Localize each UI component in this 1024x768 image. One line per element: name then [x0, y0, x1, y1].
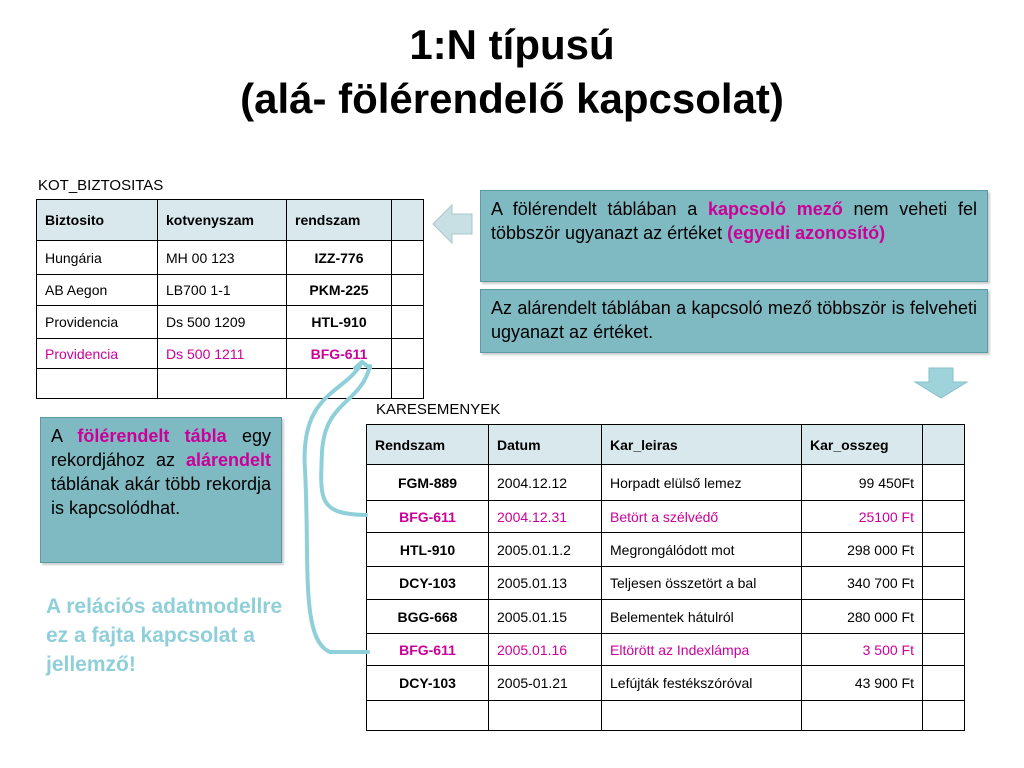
table-cell: BFG-611 — [287, 339, 392, 369]
table-cell: Megrongálódott mot — [602, 533, 802, 567]
column-header: Datum — [489, 425, 602, 465]
title-line-2: (alá- fölérendelő kapcsolat) — [240, 75, 784, 122]
table-cell: 340 700 Ft — [802, 567, 923, 600]
table-cell: Betört a szélvédő — [602, 501, 802, 533]
table-cell: 25100 Ft — [802, 501, 923, 533]
kot-table-label: KOT_BIZTOSITAS — [38, 177, 164, 194]
table-cell: DCY-103 — [367, 666, 489, 701]
box-text: Az alárendelt táblában a kapcsoló mező többször is felveheti ugyanazt az értéket. — [491, 298, 977, 342]
table-cell: Providencia — [37, 339, 158, 369]
box-text: táblának akár több rekordja is kapcsolódhat. — [51, 474, 271, 518]
box-highlight: alárendelt — [185, 450, 271, 470]
table-cell: 280 000 Ft — [802, 600, 923, 634]
title-line-1: 1:N típusú — [409, 21, 615, 68]
table-cell: Providencia — [37, 306, 158, 339]
table-cell: HTL-910 — [287, 306, 392, 339]
column-header: kotvenyszam — [158, 200, 287, 241]
table-cell: 2004.12.12 — [489, 465, 602, 501]
table-cell: Ds 500 1211 — [158, 339, 287, 369]
table-cell: LB700 1-1 — [158, 275, 287, 306]
box-text: A — [51, 426, 63, 446]
box-highlight: fölérendelt tábla — [77, 426, 227, 446]
column-header: rendszam — [287, 200, 392, 241]
relational-note: A relációs adatmodellre ez a fajta kapcsolat a jellemző! — [46, 595, 283, 676]
table-cell: Teljesen összetört a bal — [602, 567, 802, 600]
table-cell: Hungária — [37, 241, 158, 275]
table-cell: FGM-889 — [367, 465, 489, 501]
table-cell: BFG-611 — [367, 501, 489, 533]
column-header: Kar_osszeg — [802, 425, 923, 465]
box-text: A fölérendelt táblában a — [491, 199, 698, 219]
table-cell: PKM-225 — [287, 275, 392, 306]
column-header: Kar_leiras — [602, 425, 802, 465]
table-cell: 2005.01.15 — [489, 600, 602, 634]
table-cell: BGG-668 — [367, 600, 489, 634]
box-text: egy rekordjához az — [51, 426, 271, 470]
table-cell: 298 000 Ft — [802, 533, 923, 567]
table-cell: MH 00 123 — [158, 241, 287, 275]
table-cell: AB Aegon — [37, 275, 158, 306]
table-cell: Ds 500 1209 — [158, 306, 287, 339]
table-cell: HTL-910 — [367, 533, 489, 567]
table-cell: 99 450Ft — [802, 465, 923, 501]
table-cell: Lefújták festékszóróval — [602, 666, 802, 701]
table-cell: Eltörött az Indexlámpa — [602, 634, 802, 666]
table-cell: Belementek hátulról — [602, 600, 802, 634]
kar-table-label: KARESEMENYEK — [376, 401, 501, 418]
box-text: nem veheti fel többször ugyanazt az értéket — [491, 199, 977, 243]
table-cell: Horpadt elülső lemez — [602, 465, 802, 501]
column-header: Biztosito — [37, 200, 158, 241]
table-cell: DCY-103 — [367, 567, 489, 600]
relation-connector-lines — [305, 362, 370, 652]
table-cell: BFG-611 — [367, 634, 489, 666]
table-cell: 43 900 Ft — [802, 666, 923, 701]
table-cell: 3 500 Ft — [802, 634, 923, 666]
table-cell: 2005.01.13 — [489, 567, 602, 600]
column-header: Rendszam — [367, 425, 489, 465]
arrow-down-icon — [915, 368, 967, 398]
box-highlight: kapcsoló mező — [708, 199, 843, 219]
box-highlight: (egyedi azonosító) — [727, 223, 886, 243]
table-cell: 2004.12.31 — [489, 501, 602, 533]
table-cell: 2005.01.1.2 — [489, 533, 602, 567]
table-cell: IZZ-776 — [287, 241, 392, 275]
arrow-left-icon — [433, 205, 472, 243]
table-cell: 2005-01.21 — [489, 666, 602, 701]
table-cell: 2005.01.16 — [489, 634, 602, 666]
